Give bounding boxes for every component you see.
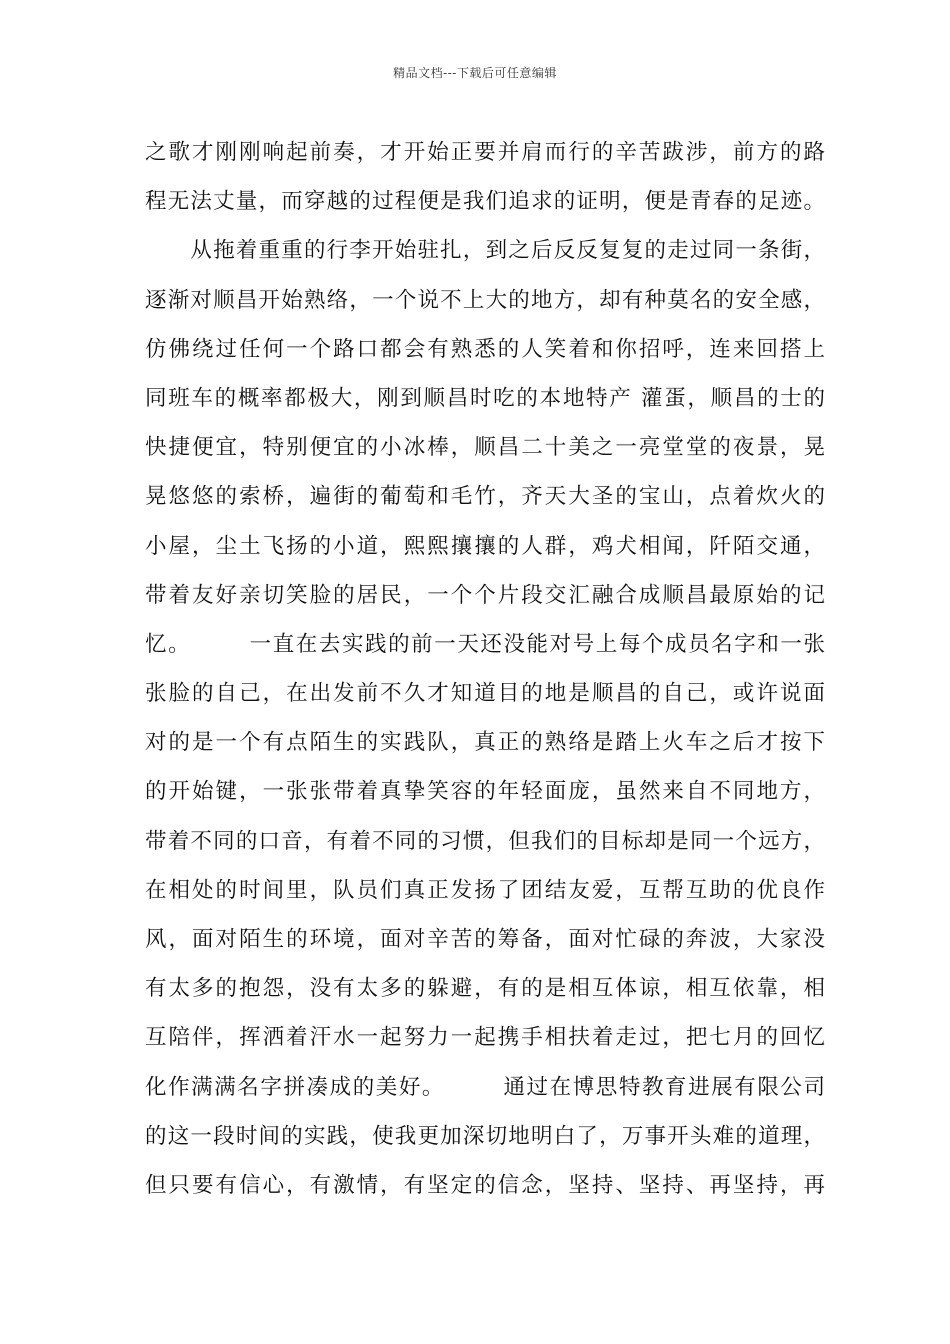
text-line: 的开始键，一张张带着真挚笑容的年轻面庞，虽然来自不同地方，: [145, 779, 825, 805]
text-line: 但只要有信心，有激情，有坚定的信念，坚持、坚持、再坚持，再: [145, 1172, 825, 1198]
text-line: 小屋，尘土飞扬的小道，熙熙攘攘的人群，鸡犬相闻，阡陌交通，: [145, 533, 825, 559]
text-line: 带着友好亲切笑脸的居民，一个个片段交汇融合成顺昌最原始的记: [145, 582, 825, 608]
text-line: 逐渐对顺昌开始熟络，一个说不上大的地方，却有种莫名的安全感，: [145, 287, 825, 313]
text-line: 之歌才刚刚响起前奏，才开始正要并肩而行的辛苦跋涉，前方的路: [145, 140, 825, 165]
text-line: 程无法丈量，而穿越的过程便是我们追求的证明，便是青春的足迹。: [145, 189, 825, 215]
text-line: 的这一段时间的实践，使我更加深切地明白了，万事开头难的道理，: [145, 1123, 825, 1149]
text-line: 化作满满名字拼凑成的美好。 通过在博思特教育进展有限公司: [145, 1074, 825, 1100]
document-body: [145, 128, 825, 1210]
text-line: 对的是一个有点陌生的实践队，真正的熟络是踏上火车之后才按下: [145, 730, 825, 756]
text-line: 有太多的抱怨，没有太多的躲避，有的是相互体谅，相互依靠，相: [145, 976, 825, 1002]
text-line: 在相处的时间里，队员们真正发扬了团结友爱，互帮互助的优良作: [145, 877, 825, 903]
text-line: 张脸的自己，在出发前不久才知道目的地是顺昌的自己，或许说面: [145, 681, 825, 707]
text-line: 同班车的概率都极大，刚到顺昌时吃的本地特产 灌蛋，顺昌的士的: [145, 385, 825, 411]
page-header: 精品文档---下载后可任意编辑: [393, 66, 557, 80]
text-line: 风，面对陌生的环境，面对辛苦的筹备，面对忙碌的奔波，大家没: [145, 927, 825, 952]
text-line: 晃悠悠的索桥，遍街的葡萄和毛竹，齐天大圣的宝山，点着炊火的: [145, 484, 825, 510]
text-line: 互陪伴，挥洒着汗水一起努力一起携手相扶着走过，把七月的回忆: [145, 1025, 825, 1051]
text-line: 从拖着重重的行李开始驻扎，到之后反反复复的走过同一条街，: [145, 238, 825, 264]
text-line: 带着不同的口音，有着不同的习惯，但我们的目标却是同一个远方，: [145, 828, 825, 854]
text-line: 仿佛绕过任何一个路口都会有熟悉的人笑着和你招呼，连来回搭上: [145, 336, 825, 362]
text-line: 快捷便宜，特别便宜的小冰棒，顺昌二十美之一亮堂堂的夜景，晃: [145, 435, 825, 461]
text-line: 忆。 一直在去实践的前一天还没能对号上每个成员名字和一张: [145, 631, 825, 657]
